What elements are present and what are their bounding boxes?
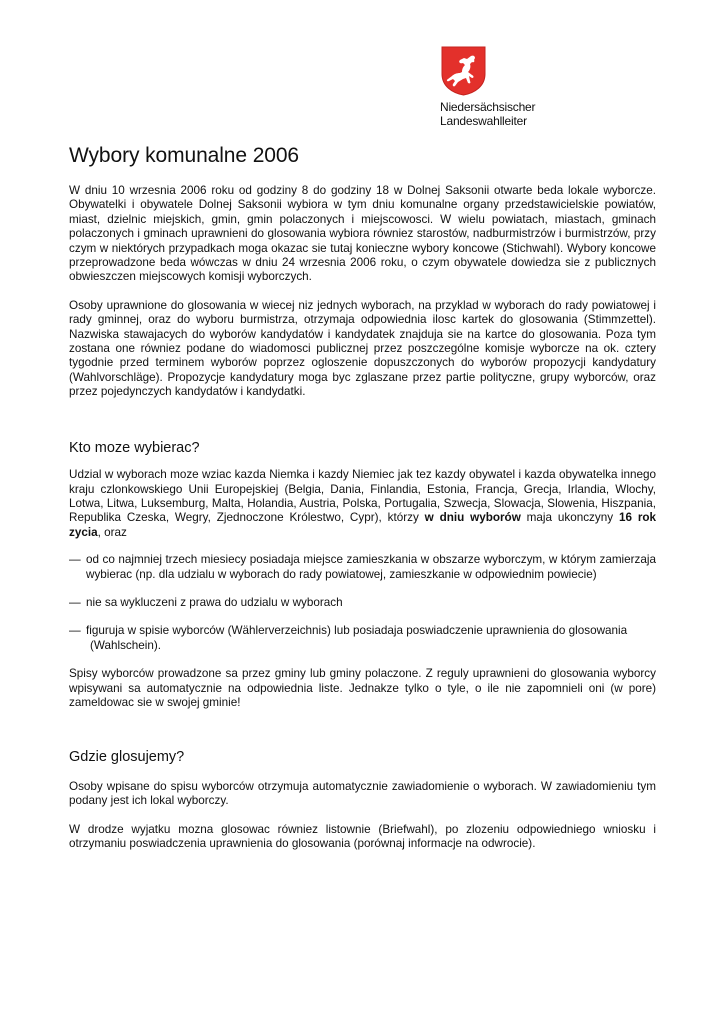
authority-line-1: Niedersächsischer (440, 100, 536, 114)
authority-line-2: Landeswahlleiter (440, 114, 527, 128)
section-where-heading: Gdzie glosujemy? (69, 749, 185, 766)
section-who-heading: Kto moze wybierac? (69, 439, 200, 456)
who-p1-end: , oraz (97, 525, 127, 539)
intro-paragraph-1: W dniu 10 wrzesnia 2006 roku od godziny 8 do godziny 18 w Dolnej Saksonii otwarte beda lokale wyborcze. Obywatelki i obywatele Dolnej Saksonii wybiora w tym dniu komunalne organy przedstawicielskie powiatów, miast, dzielnic miejskich, gmin, gmin polaczonych i miejscowosci. W wielu powiatach, miastach, gminach polaczonych i gminach uprawnieni do glosowania wybiora równiez starostów, nadburmistrzów i burmistrzów, przy czym w niektórych przypadkach moga okazac sie tutaj konieczne wybory koncowe (Stichwahl). Wybory koncowe przeprowadzone beda wówczas w dniu 24 wrzesnia 2006 roku, o czym obywatele dowiedza sie z publicznych obwieszczen miejscowych komisji wyborczych. (69, 184, 656, 284)
list-item (69, 553, 656, 582)
dash-bullet-icon: — (69, 595, 81, 609)
page-title: Wybory komunalne 2006 (69, 144, 300, 167)
lower-saxony-horse-crest-icon (441, 46, 486, 96)
list-item (69, 596, 656, 610)
dash-bullet-icon: — (69, 553, 81, 567)
section-who-paragraph-2: Spisy wyborców prowadzone sa przez gminy lub gminy polaczone. Z reguly uprawnieni do glosowania wyborcy wpisywani sa automatycznie na odpowiednia liste. Jednakze tylko o tyle, o ile nie zapomnieli oni (w pore) zameldowac sie w swojej gminie! (69, 667, 656, 709)
section-who-paragraph-1 (69, 468, 656, 540)
criterion-text: figuruja w spisie wyborców (Wählerverzeichnis) lub posiadaja poswiadczenie uprawnienia do glosowania (86, 624, 628, 638)
dash-bullet-icon: — (69, 624, 81, 638)
document-body (69, 184, 656, 851)
header-logo-block (440, 46, 560, 128)
authority-name (440, 100, 560, 128)
who-p1-mid: maja ukonczyny (520, 511, 619, 525)
intro-paragraph-2: Osoby uprawnione do glosowania w wiecej niz jednych wyborach, na przyklad w wyborach do rady powiatowej i rady gminnej, oraz do wyboru burmistrza, otrzymaja odpowiednia ilosc kartek do glosowania (Stimmzettel). Nazwiska stawajacych do wyborów kandydatów i kandydatek znajduja sie na kartce do glosowania. Poza tym zostana one równiez podane do wiadomosci publicznej przez poszczególne komisje wyborcze na ok. cztery tygodnie przed terminem wyborów poprzez ogloszenie dopuszczonych do wyborów propozycji kandydatury (Wahlvorschläge). Propozycje kandydatury moga byc zglaszane przez partie polityczne, grupy wyborców, oraz przez pojedynczych kandydatów i kandydatki. (69, 298, 656, 399)
section-where-paragraph-1: Osoby wpisane do spisu wyborców otrzymuja automatycznie zawiadomienie o wyborach. W zawiadomieniu tym podany jest ich lokal wyborczy. (69, 779, 656, 808)
section-where-paragraph-2: W drodze wyjatku mozna glosowac równiez listownie (Briefwahl), po zlozeniu odpowiedniego wniosku i otrzymaniu poswiadczenia uprawnienia do glosowania (porównaj informacje na odwrocie). (69, 822, 656, 850)
who-p1-bold-election-day: w dniu wyborów (424, 511, 521, 525)
criterion-text-continued: (Wahlschein). (90, 638, 162, 652)
criterion-text: nie sa wykluczeni z prawa do udzialu w wyborach (86, 595, 343, 609)
criterion-text: od co najmniej trzech miesiecy posiadaja miejsce zamieszkania w obszarze wyborczym, w którym zamierzaja wybierac (np. dla udzialu w wyborach do rady powiatowej, zamieszkanie w odpowiednim powiecie) (86, 553, 656, 581)
list-item (69, 624, 656, 653)
eligibility-criteria-list (69, 553, 656, 653)
who-p1-text: Udzial w wyborach moze wziac kazda Niemka i kazdy Niemiec jak tez kazdy obywatel i kazda obywatelka innego kraju czlonkowskiego Unii Europejskiej (Belgia, Dania, Finlandia, Estonia, Francja, Grecja, Irlandia, Wlochy, Lotwa, Litwa, Luksemburg, Malta, Holandia, Austria, Polska, Portugalia, Szwecja, Slowacja, Slowenia, Hiszpania, Republika Czeska, Wegry, Zjednoczone Królestwo, Cypr), którzy (69, 468, 656, 525)
who-p1-bold-age: 16 rok zycia (69, 511, 657, 539)
